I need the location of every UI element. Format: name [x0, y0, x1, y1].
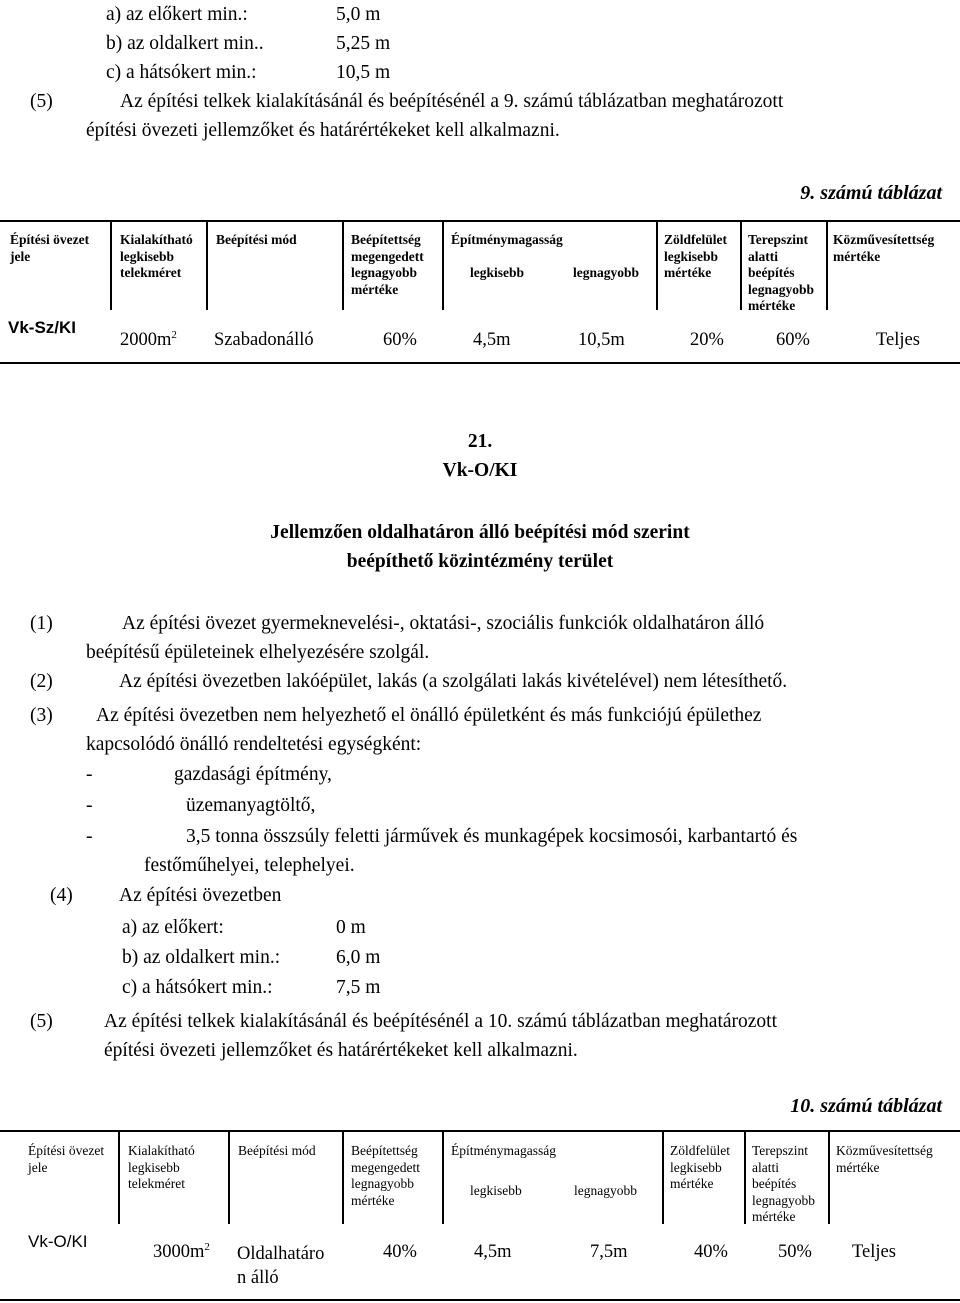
table-9-header-mode: Beépítési mód — [216, 232, 297, 247]
table-9-cell-height-max: 10,5m — [578, 330, 625, 350]
table-9-top-border — [0, 220, 960, 222]
setback-item-c-value: 7,5 m — [336, 977, 381, 998]
table-10-header-zone: Építési övezet jele — [28, 1143, 105, 1175]
table-9-cell-utilities: Teljes — [876, 330, 920, 350]
paragraph-1-number: (1) — [30, 613, 53, 634]
paragraph-3-number: (3) — [30, 705, 53, 726]
table-9-divider — [442, 220, 444, 310]
bullet-text-continuation: festőműhelyei, telephelyei. — [144, 855, 355, 876]
table-10-cell-coverage: 40% — [383, 1242, 417, 1262]
table-9-divider — [740, 220, 742, 310]
table-9-header-coverage: Beépítettség megengedett legnagyobb mértéke — [351, 232, 424, 297]
table-10-header-utilities: Közművesítettség mértéke — [836, 1143, 933, 1175]
bullet-text: 3,5 tonna összsúly feletti járművek és munkagépek kocsimosói, karbantartó és — [186, 826, 798, 847]
table-9-divider — [826, 220, 828, 310]
table-10-divider — [342, 1130, 344, 1224]
table-10-cell-utilities: Teljes — [852, 1242, 896, 1262]
paragraph-5b-line-1: Az építési telkek kialakításánál és beépítésénél a 10. számú táblázatban meghatározott — [104, 1011, 778, 1032]
table-9-divider — [342, 220, 344, 310]
paragraph-1-line-1: Az építési övezet gyermeknevelési-, oktatási-, szociális funkciók oldalhatáron álló — [122, 613, 765, 634]
table-9-cell-coverage: 60% — [383, 330, 417, 350]
bullet-dash: - — [86, 795, 93, 816]
table-10-header-underground: Terepszint alatti beépítés legnagyobb mértéke — [752, 1143, 815, 1224]
table-9-header-height-min: legkisebb — [470, 265, 525, 280]
table-10-top-border — [0, 1130, 960, 1132]
table-9-cell-plot: $2000m^2$ — [120, 328, 177, 350]
table-10-divider — [442, 1130, 444, 1224]
table-10-header-mode: Beépítési mód — [238, 1143, 316, 1158]
table-9-bottom-border — [0, 362, 960, 364]
paragraph-4-line-1: Az építési övezetben — [119, 885, 282, 906]
table-10-cell-plot: $3000m^2$ — [153, 1240, 210, 1262]
section-code: Vk-O/KI — [442, 460, 518, 481]
table-10-header-height-min: legkisebb — [470, 1183, 522, 1198]
table-10-divider — [828, 1130, 830, 1224]
table-10-cell-green: 40% — [694, 1242, 728, 1262]
setback-item-c-label: c) a hátsókert min.: — [122, 977, 273, 998]
table-10-header-coverage: Beépítettség megengedett legnagyobb mértéke — [351, 1143, 420, 1208]
section-title-line-1: Jellemzően oldalhatáron álló beépítési mód szerint — [270, 522, 690, 543]
table-9-header-height-max: legnagyobb — [573, 265, 640, 280]
table-9-cell-height-min: 4,5m — [473, 330, 511, 350]
table-9-header-height: Építménymagasság — [451, 232, 563, 247]
table-10-header-height-max: legnagyobb — [574, 1183, 637, 1198]
paragraph-2-number: (2) — [30, 671, 53, 692]
table-10-cell-height-min: 4,5m — [474, 1242, 512, 1262]
section-number: 21. — [467, 431, 493, 452]
paragraph-5-line-2: építési övezeti jellemzőket és határértékeket kell alkalmazni. — [86, 120, 560, 141]
bullet-dash: - — [86, 764, 93, 785]
setback-line-a-value: 5,0 m — [336, 4, 381, 25]
table-9-header-plot: Kialakítható legkisebb telekméret — [120, 232, 193, 280]
paragraph-5-number: (5) — [30, 91, 53, 112]
table-9-header-underground: Terepszint alatti beépítés legnagyobb mértéke — [748, 232, 815, 313]
setback-item-a-label: a) az előkert: — [122, 917, 224, 938]
table-9-cell-zone: Vk-Sz/KI — [8, 318, 77, 337]
table-9-cell-underground: 60% — [776, 330, 810, 350]
section-title-line-2: beépíthető közintézmény terület — [346, 551, 614, 572]
table-10-header-height: Építménymagasság — [451, 1143, 556, 1158]
paragraph-5b-line-2: építési övezeti jellemzőket és határértékeket kell alkalmazni. — [104, 1040, 578, 1061]
paragraph-3-line-1: Az építési övezetben nem helyezhető el önálló épületként és más funkciójú épülethez — [96, 705, 762, 726]
table-10-divider — [744, 1130, 746, 1224]
paragraph-5b-number: (5) — [30, 1011, 53, 1032]
setback-line-b-label: b) az oldalkert min.. — [106, 33, 264, 54]
paragraph-4-number: (4) — [50, 885, 73, 906]
table-10-header-plot: Kialakítható legkisebb telekméret — [128, 1143, 195, 1191]
paragraph-5-line-1: Az építési telkek kialakításánál és beépítésénél a 9. számú táblázatban meghatározott — [120, 91, 784, 112]
paragraph-1-line-2: beépítésű épületeinek elhelyezésére szolgál. — [86, 642, 430, 663]
table-9-caption: 9. számú táblázat — [800, 182, 942, 204]
bullet-text: gazdasági építmény, — [174, 764, 332, 785]
table-9-header-zone: Építési övezet jele — [10, 232, 90, 264]
table-9-header-utilities: Közművesítettség mértéke — [833, 232, 935, 264]
table-9-divider — [110, 220, 112, 310]
setback-line-c-label: c) a hátsókert min.: — [106, 62, 257, 83]
table-10-divider — [118, 1130, 120, 1224]
table-10-caption: 10. számú táblázat — [790, 1095, 942, 1117]
table-10-bottom-border — [0, 1299, 960, 1301]
table-10-cell-height-max: 7,5m — [590, 1242, 628, 1262]
table-9-cell-green: 20% — [690, 330, 724, 350]
paragraph-3-line-2: kapcsolódó önálló rendeltetési egységként: — [86, 734, 422, 755]
setback-line-b-value: 5,25 m — [336, 33, 391, 54]
table-10-header-green: Zöldfelület legkisebb mértéke — [670, 1143, 730, 1191]
bullet-dash: - — [86, 826, 93, 847]
setback-item-a-value: 0 m — [336, 917, 366, 938]
setback-item-b-label: b) az oldalkert min.: — [122, 947, 281, 968]
setback-line-a-label: a) az előkert min.: — [106, 4, 248, 25]
table-9-divider — [656, 220, 658, 310]
table-10-cell-underground: 50% — [778, 1242, 812, 1262]
table-10-cell-mode: Oldalhatáro n álló — [237, 1244, 325, 1288]
table-10-divider — [662, 1130, 664, 1224]
table-10-cell-zone: Vk-O/KI — [28, 1232, 88, 1251]
setback-line-c-value: 10,5 m — [336, 62, 391, 83]
table-9-header-green: Zöldfelület legkisebb mértéke — [664, 232, 727, 280]
table-9-divider — [206, 220, 208, 310]
paragraph-2-line-1: Az építési övezetben lakóépület, lakás (a szolgálati lakás kivételével) nem létesíthető. — [119, 671, 788, 692]
setback-item-b-value: 6,0 m — [336, 947, 381, 968]
table-9-cell-mode: Szabadonálló — [214, 330, 314, 350]
bullet-text: üzemanyagtöltő, — [186, 795, 316, 816]
table-10-divider — [228, 1130, 230, 1224]
